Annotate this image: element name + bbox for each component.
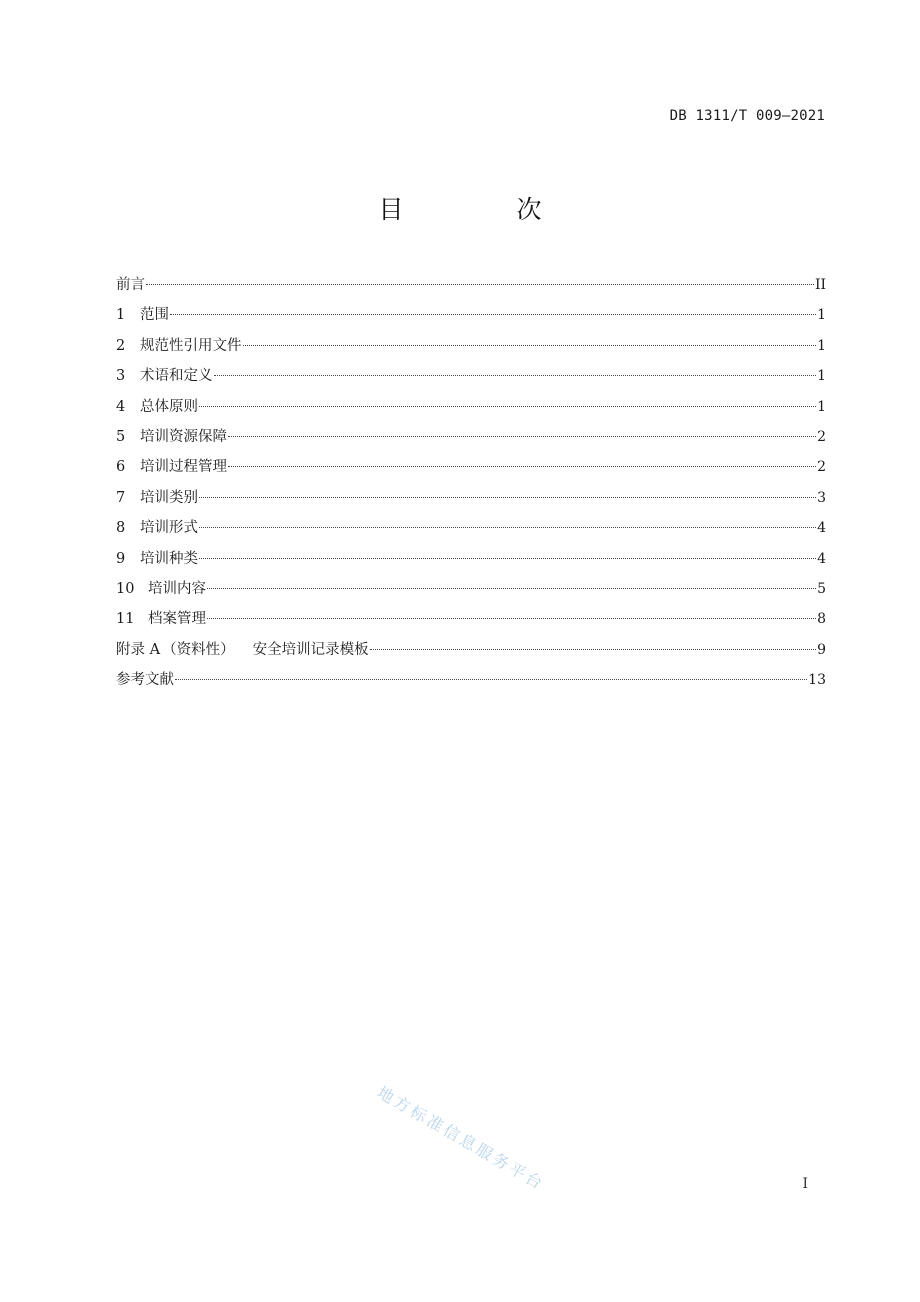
toc-entry-page: II (814, 277, 826, 293)
toc-entry-9[interactable] (116, 544, 826, 574)
toc-entry-text: 规范性引用文件 (140, 337, 242, 354)
toc-entry-page: 2 (817, 459, 826, 476)
toc-entry-page: 8 (817, 611, 826, 628)
dot-leader (228, 466, 816, 467)
toc-entry-8[interactable] (116, 513, 826, 543)
toc-entry-label (116, 331, 242, 361)
toc-entry-label (116, 483, 198, 513)
toc-entry-1[interactable] (116, 300, 826, 330)
dot-leader (370, 649, 816, 650)
toc-entry-2[interactable] (116, 331, 826, 361)
toc-entry-page: 1 (817, 368, 826, 385)
toc-entry-3[interactable] (116, 361, 826, 391)
toc-entry-page: 1 (817, 307, 826, 324)
dot-leader (199, 406, 816, 407)
toc-entry-11[interactable] (116, 604, 826, 634)
dot-leader (207, 618, 816, 619)
toc-entry-page: 2 (817, 428, 826, 445)
toc-entry-6[interactable] (116, 452, 826, 482)
toc-entry-text: 总体原则 (140, 398, 198, 415)
toc-entry-4[interactable] (116, 392, 826, 422)
toc-entry-text: 培训资源保障 (140, 428, 227, 445)
dot-leader (207, 588, 816, 589)
toc-entry-label (116, 422, 227, 452)
toc-entry-number: 1 (116, 307, 126, 324)
toc-entry-page: 9 (817, 641, 826, 658)
toc-entry-7[interactable] (116, 483, 826, 513)
toc-entry-label (116, 635, 369, 665)
appendix-type: （资料性） (162, 641, 235, 658)
watermark: 地方标准信息服务平台 (374, 1082, 549, 1195)
toc-entry-page: 4 (817, 520, 826, 537)
toc-entry-label (116, 513, 198, 543)
table-of-contents (116, 270, 826, 695)
toc-entry-label: 前言 (116, 277, 145, 293)
toc-entry-label (116, 361, 213, 391)
dot-leader (199, 527, 816, 528)
toc-entry-number: 11 (116, 611, 135, 628)
dot-leader (199, 558, 816, 559)
page-number: I (802, 1176, 808, 1192)
toc-entry-label (116, 392, 198, 422)
toc-entry-label (116, 604, 206, 634)
dot-leader (170, 314, 816, 315)
toc-entry-page: 4 (817, 550, 826, 567)
toc-entry-text: 术语和定义 (140, 368, 213, 385)
toc-entry-number: 7 (116, 489, 126, 506)
toc-entry-text: 培训过程管理 (140, 459, 227, 476)
toc-entry-text: 培训内容 (148, 580, 206, 597)
toc-entry-label (116, 574, 206, 604)
standard-code: DB 1311/T 009—2021 (669, 108, 825, 124)
toc-entry-number: 3 (116, 368, 126, 385)
dot-leader (199, 497, 816, 498)
toc-entry-foreword[interactable] (116, 270, 826, 300)
appendix-id: 附录 A (116, 641, 161, 658)
toc-entry-text: 培训种类 (140, 550, 198, 567)
toc-entry-5[interactable] (116, 422, 826, 452)
dot-leader (214, 375, 817, 376)
toc-entry-number: 6 (116, 459, 126, 476)
toc-entry-page: 13 (808, 672, 826, 689)
toc-entry-references[interactable] (116, 665, 826, 695)
toc-entry-label (116, 300, 169, 330)
toc-entry-label (116, 544, 198, 574)
page-title: 目 次 (378, 195, 586, 224)
dot-leader (228, 436, 816, 437)
toc-entry-page: 5 (817, 580, 826, 597)
toc-entry-number: 10 (116, 580, 135, 597)
toc-entry-number: 5 (116, 428, 126, 445)
toc-entry-appendix-a[interactable] (116, 635, 826, 665)
toc-entry-number: 9 (116, 550, 126, 567)
toc-entry-text: 培训形式 (140, 520, 198, 537)
toc-entry-page: 1 (817, 337, 826, 354)
dot-leader (175, 679, 807, 680)
toc-entry-10[interactable] (116, 574, 826, 604)
toc-entry-text: 范围 (140, 307, 169, 324)
toc-entry-page: 1 (817, 398, 826, 415)
toc-entry-text: 档案管理 (148, 611, 206, 628)
toc-entry-number: 4 (116, 398, 126, 415)
toc-entry-number: 2 (116, 337, 126, 354)
toc-entry-number: 8 (116, 520, 126, 537)
toc-entry-label: 参考文献 (116, 672, 174, 689)
toc-entry-text: 安全培训记录模板 (252, 641, 369, 658)
toc-entry-text: 培训类别 (140, 489, 198, 506)
dot-leader (146, 284, 814, 285)
toc-entry-page: 3 (817, 489, 826, 506)
dot-leader (243, 345, 817, 346)
toc-entry-label (116, 452, 227, 482)
